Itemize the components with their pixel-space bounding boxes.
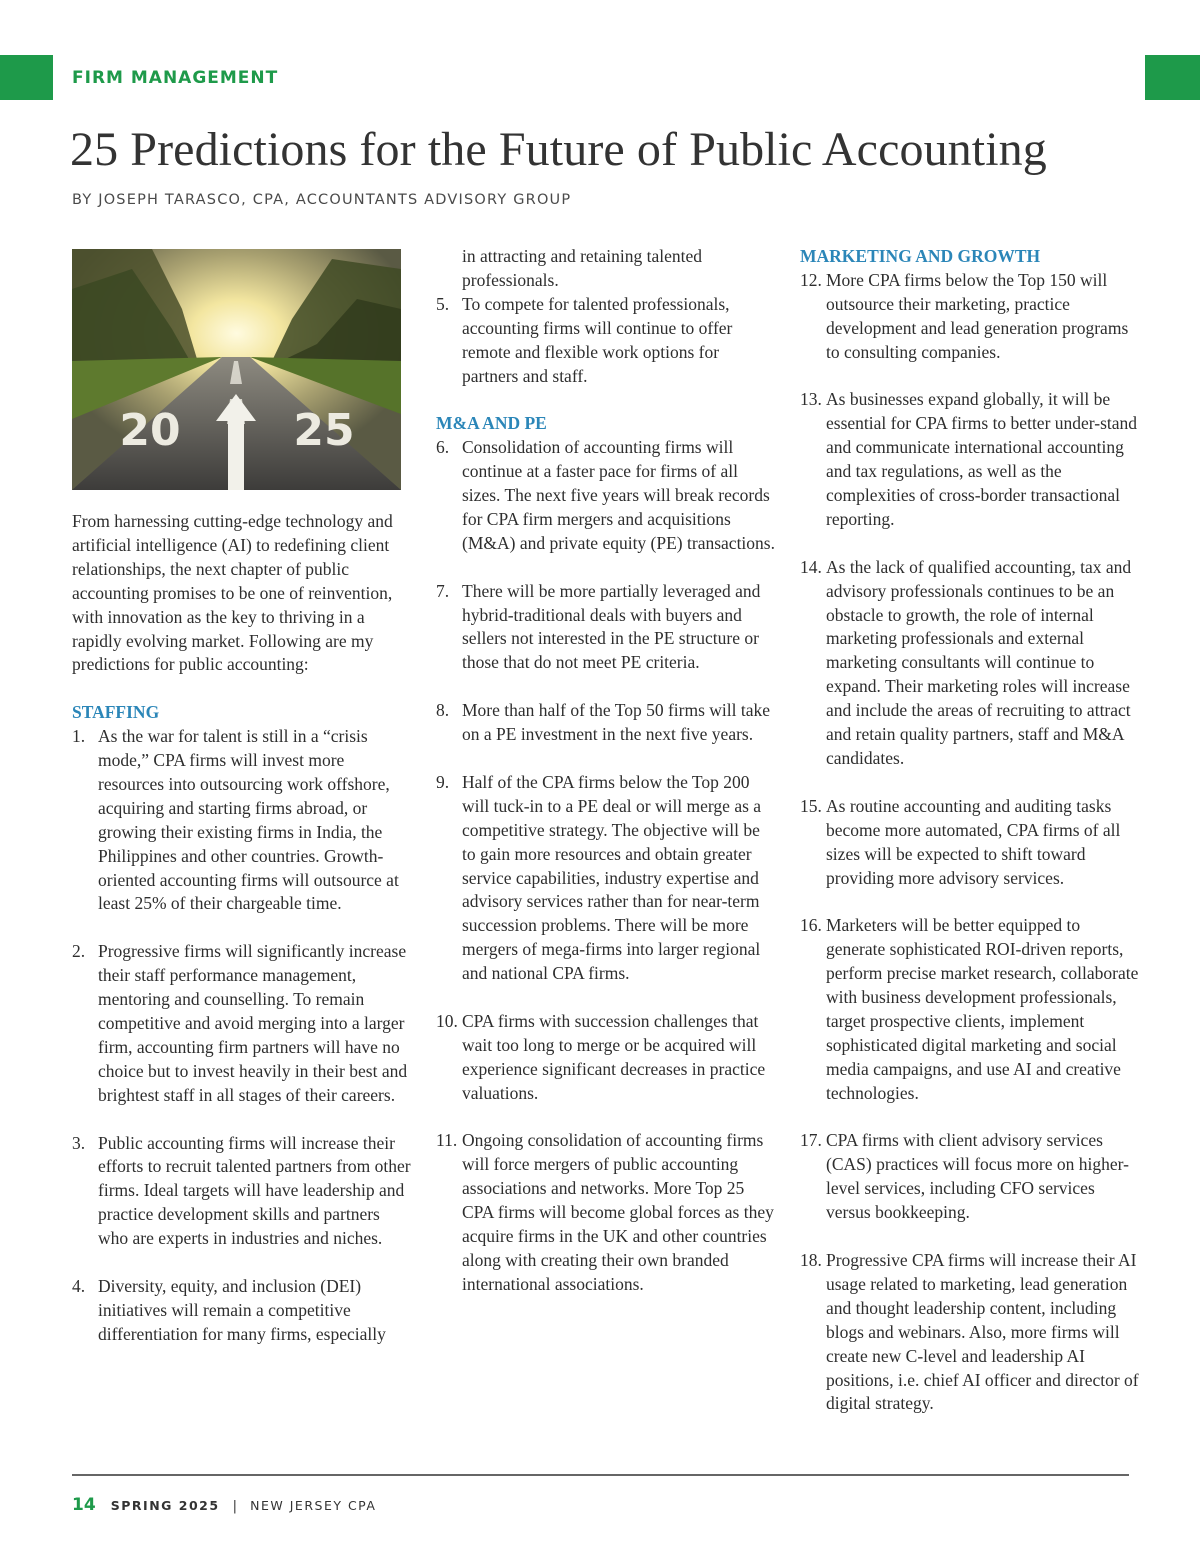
heading-staffing: STAFFING <box>72 702 160 723</box>
item-number: 8. <box>436 700 450 721</box>
section-label: FIRM MANAGEMENT <box>72 68 279 88</box>
list-item <box>436 699 776 747</box>
list-item <box>800 269 1140 365</box>
column-1 <box>72 245 412 1347</box>
item-text: Marketers will be better equipped to generate sophisticated ROI-driven reports, perform precise market research, collaborate with business development professionals, target prospective clients, implement sophisticated digital marketing and social media campaigns, and use AI and creative technologies. <box>826 915 1139 1103</box>
list-item <box>800 1129 1140 1225</box>
item-text: CPA firms with succession challenges that wait too long to merge or be acquired will experience significant decreases in practice valuations. <box>462 1010 766 1103</box>
item-text: As routine accounting and auditing tasks become more automated, CPA firms of all sizes will be expected to shift toward providing more advisory services. <box>826 795 1121 888</box>
item-number: 5. <box>436 293 450 314</box>
list-item <box>436 293 776 389</box>
item-text: To compete for talented professionals, accounting firms will continue to offer remote and flexible work options for partners and staff. <box>462 293 733 386</box>
column-2 <box>436 245 776 1297</box>
list-item <box>436 1010 776 1106</box>
item-text: As the war for talent is still in a “crisis mode,” CPA firms will invest more resources into outsourcing work offshore, acquiring and starting firms abroad, or growing their existing firms in India, the Philippines and other countries. Growth-oriented accounting firms will outsource at least 25% of their chargeable time. <box>98 726 399 914</box>
list-item <box>72 940 412 1107</box>
column-3 <box>800 245 1140 1416</box>
item-text: Progressive CPA firms will increase their AI usage related to marketing, lead generation and thought leadership content, including blogs and webinars. Also, more firms will create new C-level and leadership AI positions, i.e. chief AI officer and director of digital strategy. <box>826 1249 1139 1414</box>
item-number: 11. <box>436 1130 458 1151</box>
issue-date: SPRING 2025 <box>110 1498 220 1513</box>
heading-ma-pe: M&A AND PE <box>436 413 547 434</box>
item-number: 13. <box>800 389 822 410</box>
item-number: 1. <box>72 726 86 747</box>
list-item <box>436 1129 776 1296</box>
item-4-continuation: in attracting and retaining talented professionals. <box>462 246 703 290</box>
item-text: As the lack of qualified accounting, tax and advisory professionals continues to be an obstacle to growth, the role of internal marketing professionals and external marketing consultants will continue to expand. Their marketing roles will increase and include the areas of recruiting to attract and retain quality partners, staff and M&A candidates. <box>826 556 1132 768</box>
heading-marketing-growth: MARKETING AND GROWTH <box>800 246 1041 266</box>
list-item <box>436 580 776 676</box>
list-item <box>800 795 1140 891</box>
item-number: 2. <box>72 941 86 962</box>
item-number: 6. <box>436 437 450 458</box>
list-item <box>800 556 1140 771</box>
item-number: 10. <box>436 1010 458 1031</box>
item-number: 17. <box>800 1130 822 1151</box>
road-text-left: 20 <box>119 405 181 456</box>
item-text: Half of the CPA firms below the Top 200 will tuck-in to a PE deal or will merge as a competitive strategy. The objective will be to gain more resources and obtain greater service capabilities, industry expertise and advisory services rather than for near-term succession problems. There will be more mergers of mega-firms into larger regional and national CPA firms. <box>462 771 762 984</box>
item-number: 14. <box>800 556 822 577</box>
road-text-right: 25 <box>293 405 355 456</box>
item-number: 15. <box>800 795 822 816</box>
item-number: 7. <box>436 580 450 601</box>
list-item <box>436 771 776 986</box>
item-text: Progressive firms will significantly increase their staff performance management, mentoring and counselling. To remain competitive and avoid merging into a larger firm, accounting firm partners will have no choice but to invest heavily in their best and brightest staff in all stages of their careers. <box>98 941 408 1105</box>
footer-separator: | <box>232 1499 238 1514</box>
list-item <box>436 436 776 556</box>
item-text: Ongoing consolidation of accounting firms will force mergers of public accounting associations and networks. More Top 25 CPA firms will become global forces as they acquire firms in the UK and other countries along with creating their own branded international associations. <box>462 1130 774 1294</box>
accent-bar-left <box>0 55 53 100</box>
accent-bar-right <box>1145 55 1200 100</box>
item-text: CPA firms with client advisory services (CAS) practices will focus more on higher-level services, including CFO services versus bookkeeping. <box>826 1130 1129 1223</box>
publication-name: NEW JERSEY CPA <box>250 1498 377 1513</box>
item-text: As businesses expand globally, it will be essential for CPA firms to better under-stand and communicate international accounting and tax regulations, as well as the complexities of cross-border transactional reporting. <box>826 389 1138 529</box>
item-number: 3. <box>72 1132 86 1153</box>
list-item <box>800 1249 1140 1416</box>
item-text: More than half of the Top 50 firms will take on a PE investment in the next five years. <box>462 700 771 745</box>
list-item <box>72 725 412 916</box>
road-2025-photo <box>72 249 401 490</box>
list-item <box>800 388 1140 531</box>
article-title: 25 Predictions for the Future of Public Accounting <box>70 123 1047 176</box>
list-item <box>800 914 1140 1105</box>
page-footer <box>72 1495 376 1515</box>
item-text: There will be more partially leveraged and hybrid-traditional deals with buyers and sellers not interested in the PE structure or those that do not meet PE criteria. <box>462 580 761 673</box>
item-number: 4. <box>72 1275 86 1296</box>
page-number: 14 <box>72 1495 96 1515</box>
intro-paragraph: From harnessing cutting-edge technology and artificial intelligence (AI) to redefining client relationships, the next chapter of public accounting promises to be one of reinvention, with innovation as the key to thriving in a rapidly evolving market. Following are my predictions for public accounting: <box>72 511 393 675</box>
list-item <box>72 1275 412 1347</box>
item-number: 16. <box>800 915 822 936</box>
item-text: More CPA firms below the Top 150 will outsource their marketing, practice development and lead generation programs to consulting companies. <box>826 269 1129 362</box>
item-number: 9. <box>436 771 450 792</box>
item-number: 18. <box>800 1249 822 1270</box>
item-text: Public accounting firms will increase their efforts to recruit talented partners from other firms. Ideal targets will have leadership and practice development skills and partners who are experts in industries and niches. <box>98 1132 411 1249</box>
list-item <box>72 1132 412 1252</box>
item-text: Consolidation of accounting firms will continue at a faster pace for firms of all sizes. The next five years will break records for CPA firm mergers and acquisitions (M&A) and private equity (PE) transactions. <box>462 437 775 553</box>
item-number: 12. <box>800 269 822 290</box>
item-text: Diversity, equity, and inclusion (DEI) initiatives will remain a competitive differentiation for many firms, especially <box>98 1275 386 1344</box>
byline: BY JOSEPH TARASCO, CPA, ACCOUNTANTS ADVISORY GROUP <box>72 192 572 208</box>
footer-rule <box>72 1474 1129 1476</box>
